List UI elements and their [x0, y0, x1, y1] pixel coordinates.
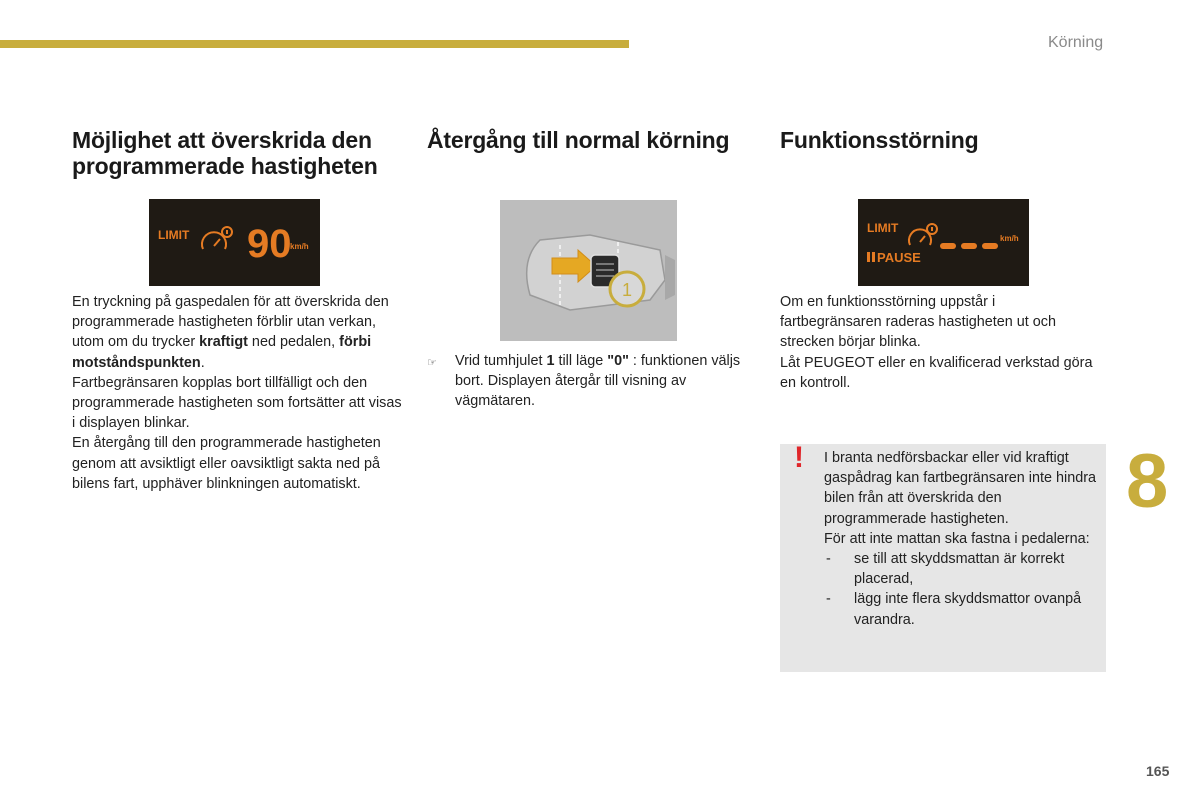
warning-exclamation-icon: !: [794, 441, 804, 474]
warning-list-item: - se till att skyddsmattan är korrekt placerad,: [826, 551, 1065, 588]
column-3-paragraph-1: Om en funktionsstörning uppstår i fartbegränsaren raderas hastigheten ut och strecken börjar blinka.: [780, 294, 1057, 351]
display-speed-unit: km/h: [290, 242, 309, 251]
warning-paragraph-1: I branta nedförsbackar eller vid kraftigt gaspådrag kan fartbegränsaren inte hindra bilen från att överskrida den programmerade hastigheten.: [824, 450, 1097, 527]
chapter-number: 8: [1126, 439, 1169, 524]
column-1-heading-wrap: [72, 127, 407, 179]
instruction-bullet: [427, 351, 747, 412]
speedometer-icon: [202, 227, 232, 249]
warning-text: [824, 448, 1100, 630]
display-limit-label-2: LIMIT: [867, 221, 899, 235]
display-limit-label: LIMIT: [158, 228, 190, 242]
pointing-hand-icon: ☞: [427, 357, 437, 369]
warning-box: [780, 441, 1106, 672]
section-title: Körning: [1048, 34, 1104, 51]
display-speed-unit-2: km/h: [1000, 234, 1019, 243]
limit-speed-display-image: [149, 199, 320, 286]
column-1-paragraph-2: Fartbegränsaren kopplas bort tillfälligt och den programmerade hastigheten som fortsätter att visas i displayen blinkar.: [72, 374, 402, 432]
limit-pause-display-image: [858, 199, 1029, 286]
warning-list-item: - lägg inte flera skyddsmattor ovanpå varandra.: [826, 591, 1082, 628]
display-dash-1: [940, 243, 956, 249]
column-2-heading: Återgång till normal körning: [427, 127, 730, 153]
cruise-stalk-image: [500, 200, 677, 341]
warning-paragraph-2: För att inte mattan ska fastna i pedalerna:: [824, 530, 1090, 547]
display-dash-3: [982, 243, 998, 249]
column-3-body: [780, 292, 1100, 393]
column-1-paragraph-1: En tryckning på gaspedalen för att överskrida den programmerade hastigheten förblir utan verkan, utom om du trycker kraftigt ned pedalen, förbi motståndspunkten.: [72, 294, 389, 371]
display-pause-label: PAUSE: [877, 250, 921, 265]
column-1-heading: Möjlighet att överskrida den programmerade hastigheten: [72, 127, 378, 179]
callout-1-label: 1: [621, 280, 633, 300]
column-2-heading-wrap: [427, 127, 762, 153]
display-speed-value: 90: [247, 222, 292, 266]
column-3-heading-wrap: [780, 127, 1108, 153]
column-2-body: [427, 351, 747, 412]
column-3-heading: Funktionsstörning: [780, 127, 979, 153]
column-3-paragraph-2: Låt PEUGEOT eller en kvalificerad verkstad göra en kontroll.: [780, 354, 1093, 391]
page-number: 165: [1146, 763, 1170, 779]
column-1-paragraph-3: En återgång till den programmerade hastigheten genom att avsiktligt eller oavsiktligt sakta ned på bilens fart, upphäver blinkningen automatiskt.: [72, 435, 381, 492]
column-1-body: [72, 292, 402, 494]
display-dash-2: [961, 243, 977, 249]
speedometer-icon-2: [909, 224, 937, 245]
instruction-text: Vrid tumhjulet 1 till läge "0" : funktionen väljs bort. Displayen återgår till visning av vägmätaren.: [455, 353, 741, 410]
header-accent-bar: [0, 40, 629, 48]
